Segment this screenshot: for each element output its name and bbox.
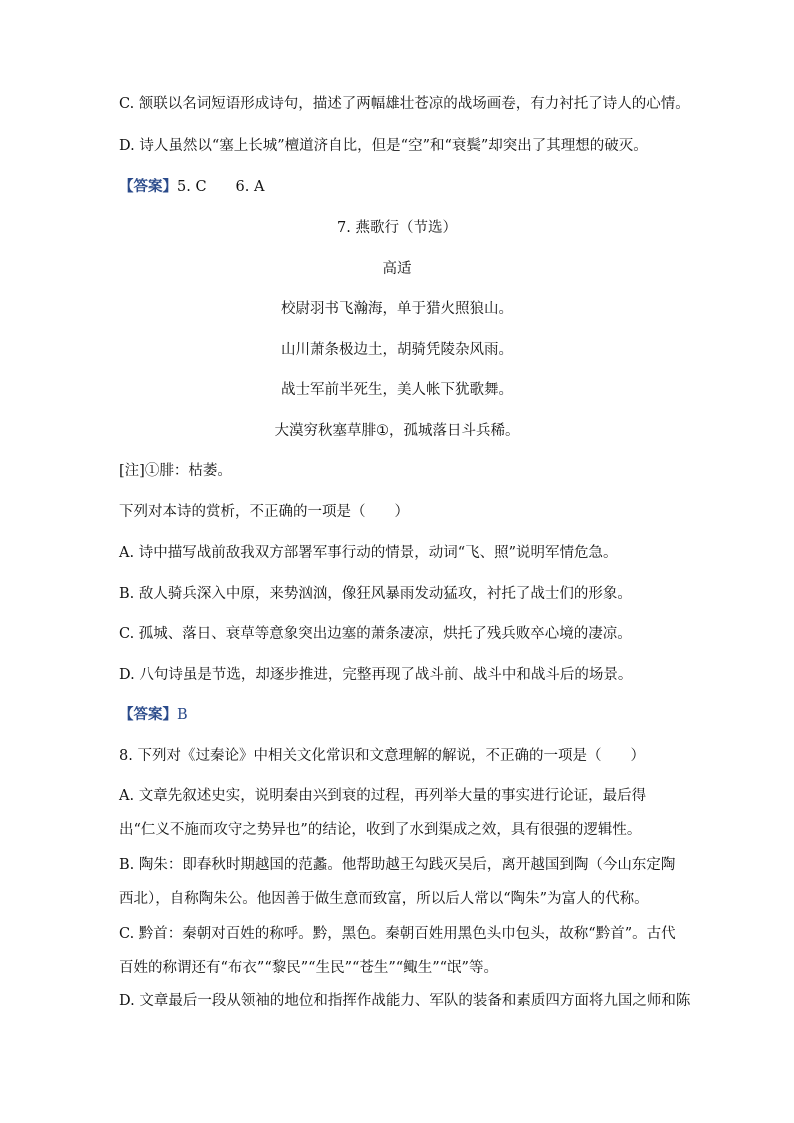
answer-7 — [119, 705, 679, 725]
poem-line: 山川萧条极边土，胡骑凭陵杂风雨。 — [281, 342, 513, 358]
q8-option-c: C. 黔首：秦朝对百姓的称呼。黔，黑色。秦朝百姓用黑色头巾包头，故称“黔首”。古代百姓的称谓还有“布衣”“黎民”“生民”“苍生”“鲰生”“氓”等。 — [119, 926, 676, 976]
q8-option-b: B. 陶朱：即春秋时期越国的范蠡。他帮助越王勾践灭吴后，离开越国到陶（今山东定陶西北），自称陶朱公。他因善于做生意而致富，所以后人常以“陶朱”为富人的代称。 — [119, 857, 676, 907]
q8-option-a: A. 文章先叙述史实，说明秦由兴到衰的过程，再列举大量的事实进行论证，最后得出“仁义不施而攻守之势异也”的结论，收到了水到渠成之效，具有很强的逻辑性。 — [119, 788, 647, 838]
q7-option-c: C. 孤城、落日、衰草等意象突出边塞的萧条凄凉，烘托了残兵败卒心境的凄凉。 — [119, 626, 632, 642]
q7-option-d: D. 八句诗虽是节选，却逐步推进，完整再现了战斗前、战斗中和战斗后的场景。 — [119, 667, 633, 683]
answer-label: 【答案】 — [119, 706, 177, 723]
poem-author: 高适 — [382, 261, 412, 277]
poem-line: 校尉羽书飞瀚海，单于猎火照狼山。 — [281, 301, 513, 317]
answer-5-6 — [119, 177, 679, 197]
answer-text: 5. C 6. A — [177, 179, 265, 195]
poem-title: 7. 燕歌行（节选） — [337, 220, 457, 236]
q7-option-b: B. 敌人骑兵深入中原，来势汹汹，像狂风暴雨发动猛攻，衬托了战士们的形象。 — [119, 586, 632, 602]
q8-stem: 8. 下列对《过秦论》中相关文化常识和文意理解的解说，不正确的一项是（ ） — [119, 748, 645, 764]
q7-option-a: A. 诗中描写战前敌我双方部署军事行动的情景，动词“飞、照”说明军情危急。 — [119, 545, 618, 561]
option-c-prev: C. 颔联以名词短语形成诗句，描述了两幅雄壮苍凉的战场画卷，有力衬托了诗人的心情。 — [119, 96, 690, 112]
answer-label: 【答案】 — [119, 178, 177, 195]
q8-option-d: D. 文章最后一段从领袖的地位和指挥作战能力、军队的装备和素质四方面将九国之师和陈 — [119, 993, 691, 1009]
poem-note: [注]①腓：枯萎。 — [119, 463, 232, 479]
q7-stem: 下列对本诗的赏析，不正确的一项是（ ） — [119, 504, 409, 520]
poem-line: 大漠穷秋塞草腓①，孤城落日斗兵稀。 — [274, 423, 520, 439]
option-d-prev: D. 诗人虽然以“塞上长城”檀道济自比，但是“空”和“衰鬓”却突出了其理想的破灭。 — [119, 138, 648, 154]
poem-line: 战士军前半死生，美人帐下犹歌舞。 — [281, 382, 513, 398]
answer-text: B — [177, 707, 188, 723]
